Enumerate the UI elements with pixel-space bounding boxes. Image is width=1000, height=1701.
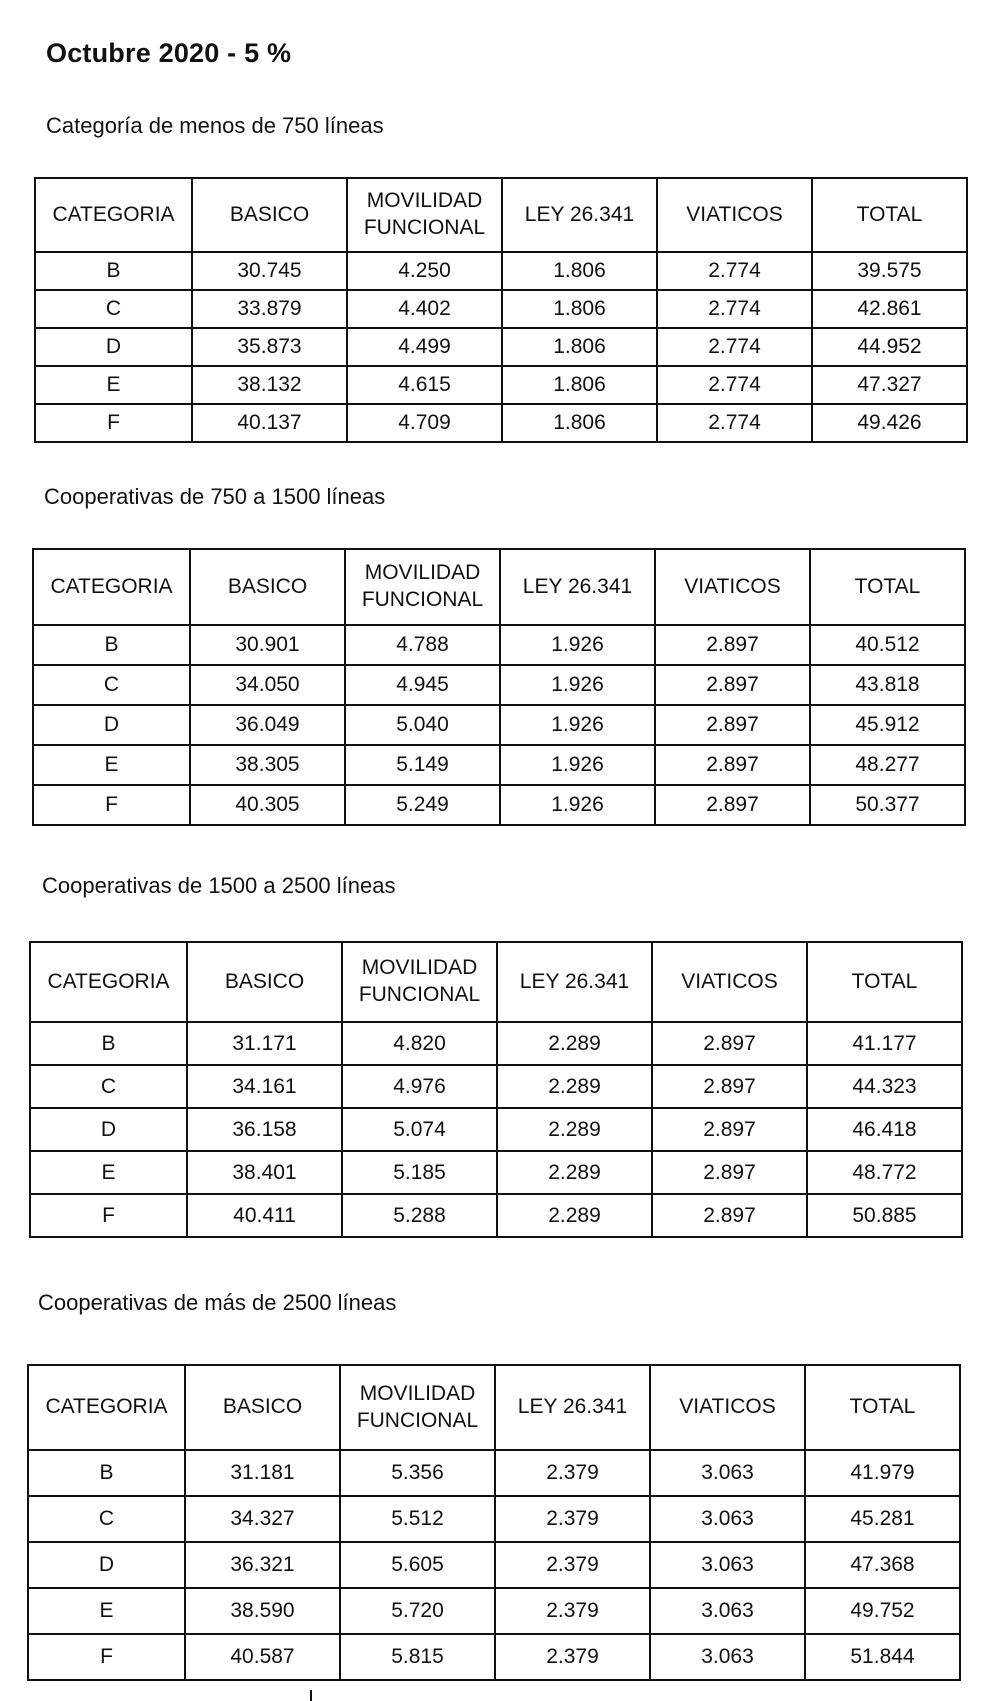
cell-viaticos: 2.897 (655, 785, 810, 825)
cell-category: B (33, 625, 190, 665)
cell-viaticos: 2.774 (657, 366, 812, 404)
section-title-3: Cooperativas de 1500 a 2500 líneas (42, 873, 396, 898)
column-header-movilidad-funcional: MOVILIDAD FUNCIONAL (347, 178, 502, 252)
cell-ley-26341: 1.806 (502, 328, 657, 366)
column-header-viaticos: VIATICOS (650, 1365, 805, 1450)
cell-basico: 38.305 (190, 745, 345, 785)
cell-ley-26341: 2.289 (497, 1151, 652, 1194)
cell-category: D (35, 328, 192, 366)
cell-total: 45.912 (810, 705, 965, 745)
cell-viaticos: 2.897 (652, 1065, 807, 1108)
cell-category: E (28, 1588, 185, 1634)
column-header-category: CATEGORIA (30, 942, 187, 1022)
cell-basico: 31.171 (187, 1022, 342, 1065)
cell-basico: 40.137 (192, 404, 347, 442)
table-row (30, 1022, 962, 1065)
cell-movilidad-funcional: 4.615 (347, 366, 502, 404)
rates-table-3 (29, 941, 963, 1238)
cell-viaticos: 2.897 (655, 665, 810, 705)
cell-total: 49.426 (812, 404, 967, 442)
table-row (35, 252, 967, 290)
cell-ley-26341: 2.289 (497, 1022, 652, 1065)
cell-viaticos: 2.774 (657, 252, 812, 290)
column-header-total: TOTAL (805, 1365, 960, 1450)
cell-category: B (35, 252, 192, 290)
cell-category: B (28, 1450, 185, 1496)
cell-total: 51.844 (805, 1634, 960, 1680)
cell-ley-26341: 1.806 (502, 290, 657, 328)
cell-basico: 40.587 (185, 1634, 340, 1680)
cell-movilidad-funcional: 5.512 (340, 1496, 495, 1542)
cell-category: B (30, 1022, 187, 1065)
table-row (30, 1151, 962, 1194)
column-header-ley-26341: LEY 26.341 (497, 942, 652, 1022)
cell-category: C (28, 1496, 185, 1542)
cell-category: F (35, 404, 192, 442)
cell-ley-26341: 2.379 (495, 1588, 650, 1634)
cell-viaticos: 2.897 (655, 745, 810, 785)
cell-category: D (30, 1108, 187, 1151)
cell-viaticos: 3.063 (650, 1588, 805, 1634)
cell-category: C (30, 1065, 187, 1108)
section-title-4: Cooperativas de más de 2500 líneas (38, 1290, 397, 1315)
cell-basico: 40.411 (187, 1194, 342, 1237)
rates-table-1 (34, 177, 968, 443)
table-row (33, 745, 965, 785)
cell-basico: 34.050 (190, 665, 345, 705)
cell-total: 47.327 (812, 366, 967, 404)
cell-movilidad-funcional: 5.815 (340, 1634, 495, 1680)
column-header-viaticos: VIATICOS (657, 178, 812, 252)
cell-movilidad-funcional: 5.249 (345, 785, 500, 825)
table-row (30, 1108, 962, 1151)
cell-movilidad-funcional: 5.605 (340, 1542, 495, 1588)
cell-total: 48.772 (807, 1151, 962, 1194)
cell-viaticos: 3.063 (650, 1496, 805, 1542)
table-row (33, 705, 965, 745)
table-row (30, 1194, 962, 1237)
cell-viaticos: 2.774 (657, 404, 812, 442)
cell-ley-26341: 1.926 (500, 745, 655, 785)
cell-total: 44.952 (812, 328, 967, 366)
cell-category: F (28, 1634, 185, 1680)
table-row (35, 366, 967, 404)
cell-movilidad-funcional: 4.499 (347, 328, 502, 366)
cell-basico: 38.132 (192, 366, 347, 404)
cell-viaticos: 2.897 (655, 625, 810, 665)
table-row (28, 1450, 960, 1496)
table-header-row (28, 1365, 960, 1450)
cell-total: 47.368 (805, 1542, 960, 1588)
cell-movilidad-funcional: 5.149 (345, 745, 500, 785)
rates-table-2 (32, 548, 966, 826)
cell-viaticos: 2.897 (655, 705, 810, 745)
cell-movilidad-funcional: 5.185 (342, 1151, 497, 1194)
cell-movilidad-funcional: 5.288 (342, 1194, 497, 1237)
cell-category: D (28, 1542, 185, 1588)
cell-category: F (33, 785, 190, 825)
cell-total: 45.281 (805, 1496, 960, 1542)
table-row (28, 1496, 960, 1542)
cell-total: 42.861 (812, 290, 967, 328)
cell-ley-26341: 1.806 (502, 366, 657, 404)
table-row (35, 404, 967, 442)
cell-total: 41.177 (807, 1022, 962, 1065)
cell-ley-26341: 1.926 (500, 625, 655, 665)
cell-basico: 38.401 (187, 1151, 342, 1194)
cell-movilidad-funcional: 4.788 (345, 625, 500, 665)
section-title-1: Categoría de menos de 750 líneas (46, 113, 384, 138)
cell-ley-26341: 1.926 (500, 665, 655, 705)
column-header-viaticos: VIATICOS (655, 549, 810, 625)
column-header-category: CATEGORIA (28, 1365, 185, 1450)
cell-viaticos: 2.774 (657, 290, 812, 328)
table-row (28, 1634, 960, 1680)
table-row (33, 785, 965, 825)
cell-viaticos: 3.063 (650, 1542, 805, 1588)
cell-movilidad-funcional: 4.976 (342, 1065, 497, 1108)
cell-total: 49.752 (805, 1588, 960, 1634)
cell-category: E (30, 1151, 187, 1194)
cell-ley-26341: 1.926 (500, 785, 655, 825)
cell-ley-26341: 1.806 (502, 404, 657, 442)
cell-total: 50.377 (810, 785, 965, 825)
cell-basico: 38.590 (185, 1588, 340, 1634)
cell-basico: 33.879 (192, 290, 347, 328)
cell-movilidad-funcional: 4.820 (342, 1022, 497, 1065)
cell-basico: 40.305 (190, 785, 345, 825)
column-header-viaticos: VIATICOS (652, 942, 807, 1022)
cell-ley-26341: 2.289 (497, 1065, 652, 1108)
cell-viaticos: 2.897 (652, 1194, 807, 1237)
cell-viaticos: 3.063 (650, 1634, 805, 1680)
cell-ley-26341: 2.289 (497, 1108, 652, 1151)
cell-ley-26341: 2.379 (495, 1542, 650, 1588)
cell-basico: 35.873 (192, 328, 347, 366)
rates-table-4 (27, 1364, 961, 1681)
cell-basico: 30.901 (190, 625, 345, 665)
cell-total: 39.575 (812, 252, 967, 290)
column-header-basico: BASICO (187, 942, 342, 1022)
cell-viaticos: 2.774 (657, 328, 812, 366)
column-header-movilidad-funcional: MOVILIDAD FUNCIONAL (340, 1365, 495, 1450)
column-header-basico: BASICO (190, 549, 345, 625)
column-header-total: TOTAL (807, 942, 962, 1022)
cell-movilidad-funcional: 4.709 (347, 404, 502, 442)
column-header-movilidad-funcional: MOVILIDAD FUNCIONAL (345, 549, 500, 625)
cell-total: 43.818 (810, 665, 965, 705)
table-row (28, 1542, 960, 1588)
cell-ley-26341: 1.806 (502, 252, 657, 290)
table-header-row (33, 549, 965, 625)
cell-movilidad-funcional: 4.945 (345, 665, 500, 705)
cell-category: D (33, 705, 190, 745)
cell-total: 44.323 (807, 1065, 962, 1108)
column-header-ley-26341: LEY 26.341 (495, 1365, 650, 1450)
cell-category: C (33, 665, 190, 705)
cell-basico: 30.745 (192, 252, 347, 290)
scan-mark (310, 1690, 312, 1701)
cell-ley-26341: 1.926 (500, 705, 655, 745)
cell-total: 50.885 (807, 1194, 962, 1237)
cell-movilidad-funcional: 5.074 (342, 1108, 497, 1151)
cell-basico: 34.161 (187, 1065, 342, 1108)
table-header-row (35, 178, 967, 252)
table-row (35, 290, 967, 328)
cell-basico: 36.158 (187, 1108, 342, 1151)
cell-viaticos: 2.897 (652, 1022, 807, 1065)
cell-category: E (33, 745, 190, 785)
cell-basico: 34.327 (185, 1496, 340, 1542)
cell-viaticos: 2.897 (652, 1151, 807, 1194)
cell-ley-26341: 2.379 (495, 1496, 650, 1542)
cell-movilidad-funcional: 5.040 (345, 705, 500, 745)
cell-viaticos: 2.897 (652, 1108, 807, 1151)
cell-movilidad-funcional: 4.402 (347, 290, 502, 328)
cell-ley-26341: 2.289 (497, 1194, 652, 1237)
column-header-basico: BASICO (185, 1365, 340, 1450)
column-header-basico: BASICO (192, 178, 347, 252)
cell-category: F (30, 1194, 187, 1237)
table-row (30, 1065, 962, 1108)
column-header-category: CATEGORIA (35, 178, 192, 252)
cell-movilidad-funcional: 4.250 (347, 252, 502, 290)
table-row (35, 328, 967, 366)
table-row (33, 625, 965, 665)
cell-category: E (35, 366, 192, 404)
column-header-total: TOTAL (810, 549, 965, 625)
cell-ley-26341: 2.379 (495, 1450, 650, 1496)
cell-total: 40.512 (810, 625, 965, 665)
cell-total: 46.418 (807, 1108, 962, 1151)
cell-basico: 36.321 (185, 1542, 340, 1588)
cell-total: 48.277 (810, 745, 965, 785)
column-header-ley-26341: LEY 26.341 (502, 178, 657, 252)
table-row (28, 1588, 960, 1634)
column-header-movilidad-funcional: MOVILIDAD FUNCIONAL (342, 942, 497, 1022)
cell-movilidad-funcional: 5.356 (340, 1450, 495, 1496)
cell-basico: 31.181 (185, 1450, 340, 1496)
cell-movilidad-funcional: 5.720 (340, 1588, 495, 1634)
cell-basico: 36.049 (190, 705, 345, 745)
table-row (33, 665, 965, 705)
cell-total: 41.979 (805, 1450, 960, 1496)
column-header-category: CATEGORIA (33, 549, 190, 625)
cell-viaticos: 3.063 (650, 1450, 805, 1496)
cell-ley-26341: 2.379 (495, 1634, 650, 1680)
column-header-ley-26341: LEY 26.341 (500, 549, 655, 625)
page-title: Octubre 2020 - 5 % (46, 38, 292, 68)
cell-category: C (35, 290, 192, 328)
column-header-total: TOTAL (812, 178, 967, 252)
table-header-row (30, 942, 962, 1022)
section-title-2: Cooperativas de 750 a 1500 líneas (44, 484, 386, 509)
